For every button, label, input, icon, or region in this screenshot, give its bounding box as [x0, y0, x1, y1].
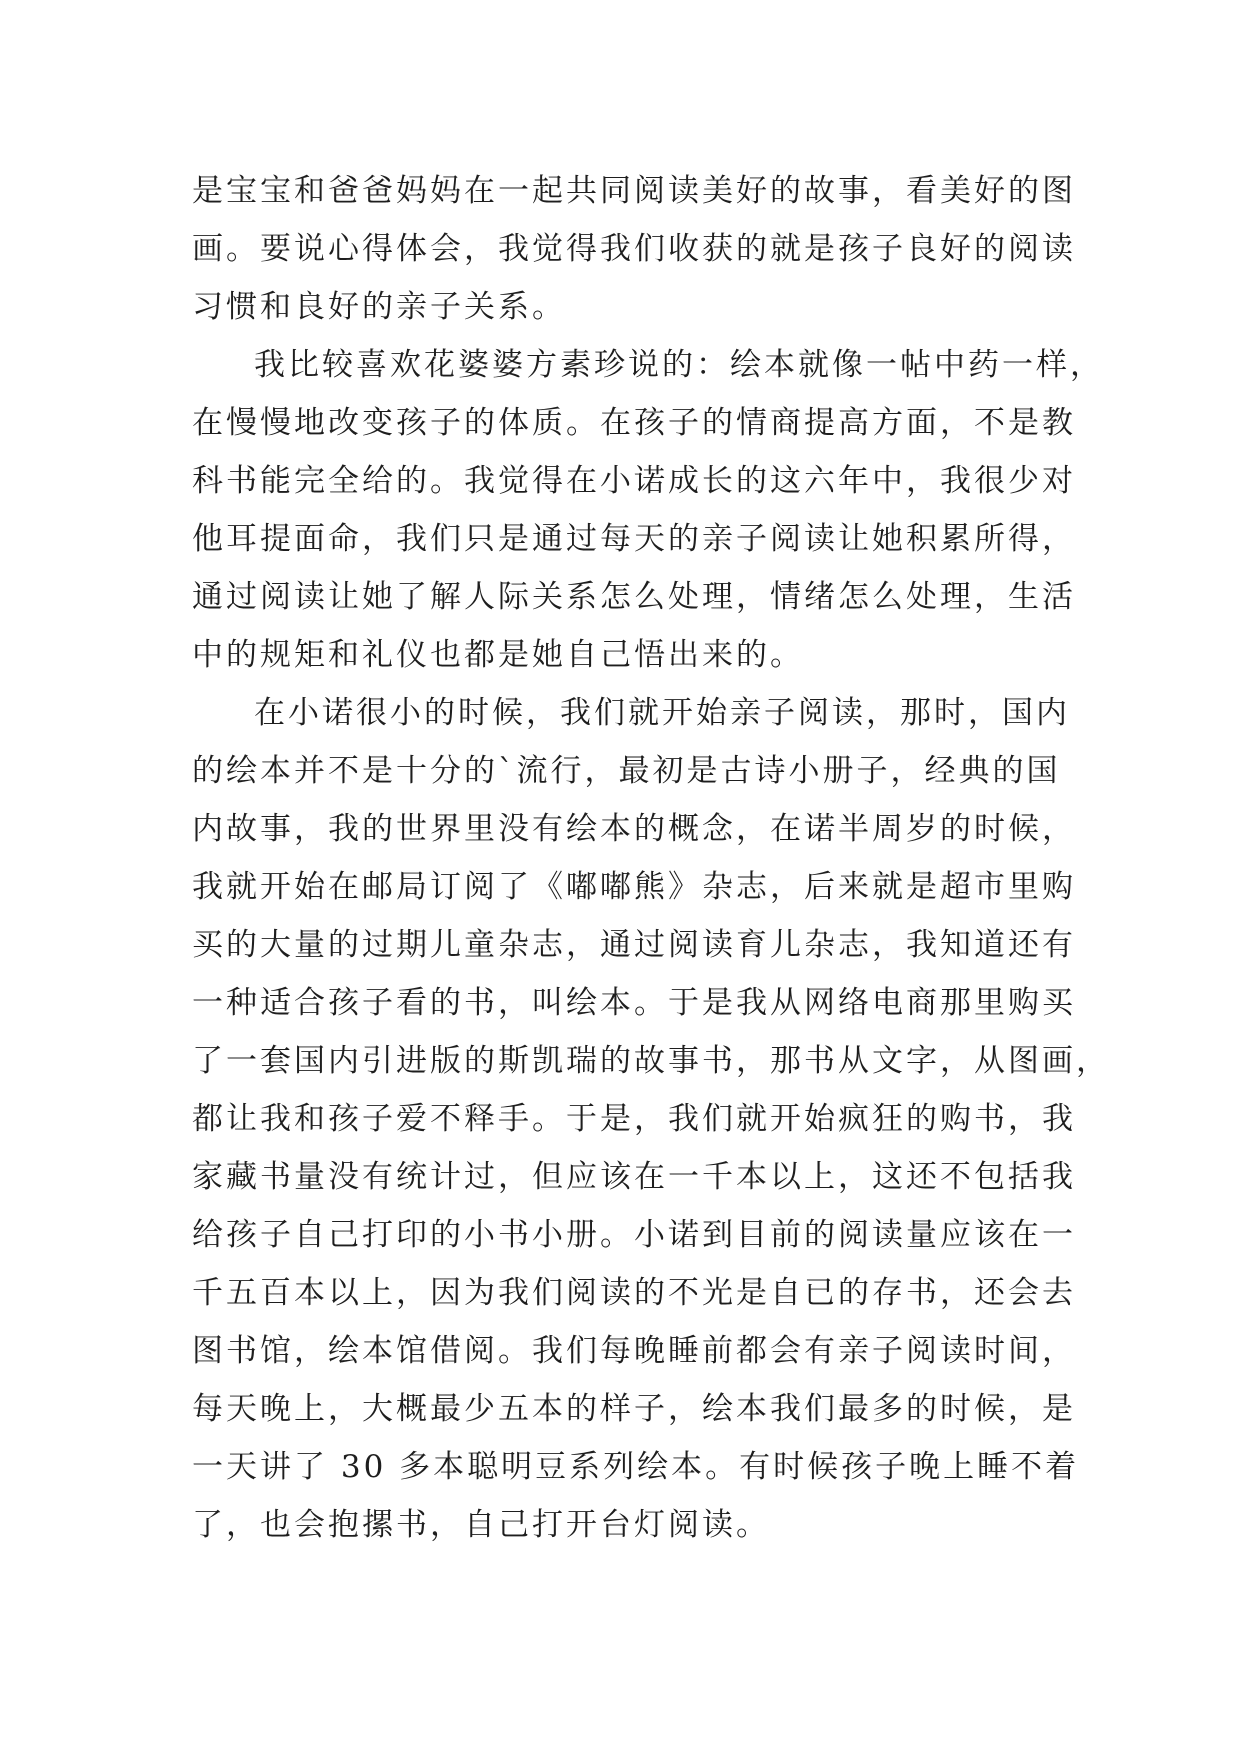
document-body	[192, 162, 1110, 1554]
paragraph-3	[192, 684, 1110, 1554]
text-line: 每天晚上，大概最少五本的样子，绘本我们最多的时候，是	[192, 1391, 1076, 1427]
text-line: 习惯和良好的亲子关系。	[192, 289, 566, 325]
text-line: 都让我和孩子爱不释手。于是，我们就开始疯狂的购书，我	[192, 1101, 1076, 1137]
text-line: 我就开始在邮局订阅了《嘟嘟熊》杂志，后来就是超市里购	[192, 869, 1076, 905]
text-line: 中的规矩和礼仪也都是她自己悟出来的。	[192, 637, 804, 673]
text-line: 在小诺很小的时候，我们就开始亲子阅读，那时，国内	[254, 695, 1070, 731]
text-line: 在慢慢地改变孩子的体质。在孩子的情商提高方面，不是教	[192, 405, 1076, 441]
paragraph-1	[192, 162, 1076, 336]
text-line: 了，也会抱摞书，自己打开台灯阅读。	[192, 1507, 770, 1543]
text-line: 科书能完全给的。我觉得在小诺成长的这六年中，我很少对	[192, 463, 1076, 499]
paragraph-2	[192, 336, 1104, 684]
text-line: 内故事，我的世界里没有绘本的概念，在诺半周岁的时候，	[192, 811, 1076, 847]
text-line: 通过阅读让她了解人际关系怎么处理，情绪怎么处理，生活	[192, 579, 1076, 615]
text-line: 我比较喜欢花婆婆方素珍说的：绘本就像一帖中药一样，	[254, 347, 1104, 383]
text-line: 一天讲了 30 多本聪明豆系列绘本。有时候孩子晚上睡不着	[192, 1449, 1080, 1485]
text-line: 家藏书量没有统计过，但应该在一千本以上，这还不包括我	[192, 1159, 1076, 1195]
text-line: 一种适合孩子看的书，叫绘本。于是我从网络电商那里购买	[192, 985, 1076, 1021]
text-line: 画。要说心得体会，我觉得我们收获的就是孩子良好的阅读	[192, 231, 1076, 267]
text-line: 给孩子自己打印的小书小册。小诺到目前的阅读量应该在一	[192, 1217, 1076, 1253]
text-line: 图书馆，绘本馆借阅。我们每晚睡前都会有亲子阅读时间，	[192, 1333, 1076, 1369]
text-line: 他耳提面命，我们只是通过每天的亲子阅读让她积累所得，	[192, 521, 1076, 557]
text-line: 是宝宝和爸爸妈妈在一起共同阅读美好的故事，看美好的图	[192, 173, 1076, 209]
text-line: 的绘本并不是十分的`流行，最初是古诗小册子，经典的国	[192, 753, 1061, 789]
text-line: 千五百本以上，因为我们阅读的不光是自已的存书，还会去	[192, 1275, 1076, 1311]
text-line: 买的大量的过期儿童杂志，通过阅读育儿杂志，我知道还有	[192, 927, 1076, 963]
text-line: 了一套国内引进版的斯凯瑞的故事书，那书从文字，从图画，	[192, 1043, 1110, 1079]
